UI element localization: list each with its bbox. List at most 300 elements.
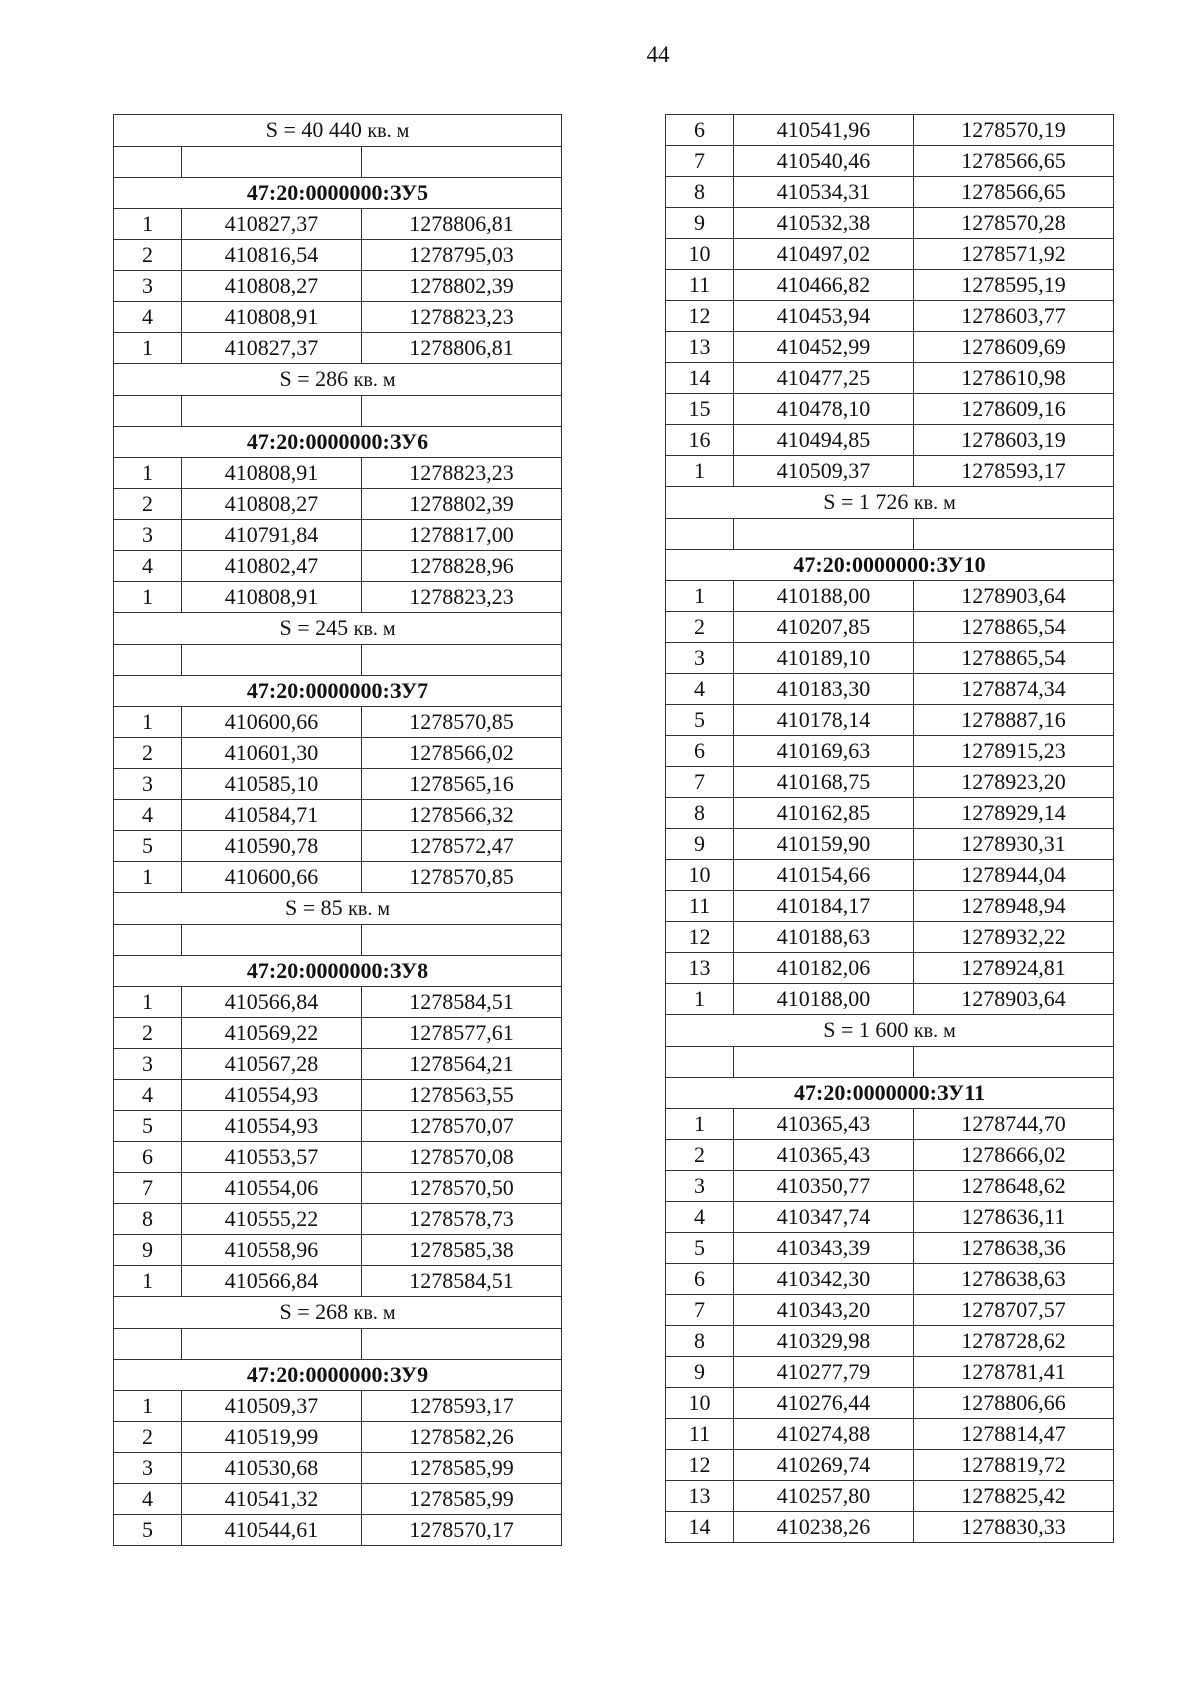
table-row xyxy=(114,302,562,333)
empty-cell xyxy=(114,147,182,178)
y-coordinate-cell: 1278636,11 xyxy=(914,1202,1114,1233)
x-coordinate-cell: 410188,63 xyxy=(734,922,914,953)
area-value: 1 726 xyxy=(858,489,909,514)
y-coordinate-cell: 1278781,41 xyxy=(914,1357,1114,1388)
x-coordinate-cell: 410365,43 xyxy=(734,1140,914,1171)
point-number-cell: 6 xyxy=(666,115,734,146)
area-cell: S = 245 кв. м xyxy=(114,613,562,645)
table-row xyxy=(114,800,562,831)
x-coordinate-cell: 410808,91 xyxy=(182,302,362,333)
table-row xyxy=(666,581,1114,612)
area-cell: S = 85 кв. м xyxy=(114,893,562,925)
table-row xyxy=(666,984,1114,1015)
y-coordinate-cell: 1278823,23 xyxy=(362,302,562,333)
point-number-cell: 15 xyxy=(666,394,734,425)
table-row xyxy=(666,922,1114,953)
y-coordinate-cell: 1278578,73 xyxy=(362,1204,562,1235)
point-number-cell: 5 xyxy=(114,1515,182,1546)
table-row xyxy=(114,582,562,613)
y-coordinate-cell: 1278609,16 xyxy=(914,394,1114,425)
y-coordinate-cell: 1278585,99 xyxy=(362,1484,562,1515)
y-coordinate-cell: 1278593,17 xyxy=(914,456,1114,487)
point-number-cell: 2 xyxy=(114,738,182,769)
table-row xyxy=(666,177,1114,208)
y-coordinate-cell: 1278874,34 xyxy=(914,674,1114,705)
y-coordinate-cell: 1278585,99 xyxy=(362,1453,562,1484)
empty-cell xyxy=(666,519,734,550)
y-coordinate-cell: 1278806,81 xyxy=(362,209,562,240)
point-number-cell: 9 xyxy=(666,829,734,860)
y-coordinate-cell: 1278570,85 xyxy=(362,862,562,893)
y-coordinate-cell: 1278944,04 xyxy=(914,860,1114,891)
point-number-cell: 11 xyxy=(666,270,734,301)
empty-cell xyxy=(114,1329,182,1360)
x-coordinate-cell: 410477,25 xyxy=(734,363,914,394)
point-number-cell: 10 xyxy=(666,239,734,270)
x-coordinate-cell: 410555,22 xyxy=(182,1204,362,1235)
point-number-cell: 2 xyxy=(114,489,182,520)
table-row xyxy=(666,1171,1114,1202)
point-number-cell: 1 xyxy=(114,582,182,613)
area-unit: кв. м xyxy=(353,618,396,640)
table-row xyxy=(666,829,1114,860)
y-coordinate-cell: 1278707,57 xyxy=(914,1295,1114,1326)
point-number-cell: 10 xyxy=(666,860,734,891)
x-coordinate-cell: 410532,38 xyxy=(734,208,914,239)
x-coordinate-cell: 410189,10 xyxy=(734,643,914,674)
point-number-cell: 7 xyxy=(114,1173,182,1204)
table-row xyxy=(666,860,1114,891)
point-number-cell: 6 xyxy=(666,736,734,767)
y-coordinate-cell: 1278819,72 xyxy=(914,1450,1114,1481)
table-row xyxy=(666,1450,1114,1481)
x-coordinate-cell: 410178,14 xyxy=(734,705,914,736)
x-coordinate-cell: 410277,79 xyxy=(734,1357,914,1388)
x-coordinate-cell: 410808,91 xyxy=(182,458,362,489)
point-number-cell: 3 xyxy=(114,1049,182,1080)
y-coordinate-cell: 1278582,26 xyxy=(362,1422,562,1453)
x-coordinate-cell: 410188,00 xyxy=(734,984,914,1015)
x-coordinate-cell: 410182,06 xyxy=(734,953,914,984)
blank-row xyxy=(114,147,562,178)
table-row xyxy=(666,1388,1114,1419)
x-coordinate-cell: 410553,57 xyxy=(182,1142,362,1173)
point-number-cell: 5 xyxy=(666,1233,734,1264)
point-number-cell: 8 xyxy=(114,1204,182,1235)
y-coordinate-cell: 1278802,39 xyxy=(362,489,562,520)
table-row xyxy=(114,738,562,769)
y-coordinate-cell: 1278923,20 xyxy=(914,767,1114,798)
point-number-cell: 4 xyxy=(114,1080,182,1111)
header-row xyxy=(114,178,562,209)
header-row xyxy=(114,427,562,458)
y-coordinate-cell: 1278609,69 xyxy=(914,332,1114,363)
y-coordinate-cell: 1278565,16 xyxy=(362,769,562,800)
x-coordinate-cell: 410600,66 xyxy=(182,862,362,893)
x-coordinate-cell: 410519,99 xyxy=(182,1422,362,1453)
point-number-cell: 3 xyxy=(114,271,182,302)
area-row xyxy=(114,115,562,147)
y-coordinate-cell: 1278744,70 xyxy=(914,1109,1114,1140)
x-coordinate-cell: 410207,85 xyxy=(734,612,914,643)
x-coordinate-cell: 410584,71 xyxy=(182,800,362,831)
empty-cell xyxy=(114,925,182,956)
point-number-cell: 4 xyxy=(114,1484,182,1515)
x-coordinate-cell: 410343,20 xyxy=(734,1295,914,1326)
x-coordinate-cell: 410802,47 xyxy=(182,551,362,582)
y-coordinate-cell: 1278603,19 xyxy=(914,425,1114,456)
x-coordinate-cell: 410567,28 xyxy=(182,1049,362,1080)
point-number-cell: 2 xyxy=(114,1422,182,1453)
table-row xyxy=(114,862,562,893)
table-row xyxy=(114,1204,562,1235)
y-coordinate-cell: 1278932,22 xyxy=(914,922,1114,953)
empty-cell xyxy=(182,925,362,956)
table-row xyxy=(666,1295,1114,1326)
table-row xyxy=(666,1512,1114,1543)
point-number-cell: 8 xyxy=(666,1326,734,1357)
area-row xyxy=(114,893,562,925)
area-value: 40 440 xyxy=(301,117,362,142)
blank-row xyxy=(114,925,562,956)
x-coordinate-cell: 410494,85 xyxy=(734,425,914,456)
area-value: 286 xyxy=(315,366,349,391)
x-coordinate-cell: 410558,96 xyxy=(182,1235,362,1266)
y-coordinate-cell: 1278566,65 xyxy=(914,146,1114,177)
y-coordinate-cell: 1278566,32 xyxy=(362,800,562,831)
y-coordinate-cell: 1278924,81 xyxy=(914,953,1114,984)
area-value: 268 xyxy=(315,1299,349,1324)
y-coordinate-cell: 1278570,85 xyxy=(362,707,562,738)
x-coordinate-cell: 410816,54 xyxy=(182,240,362,271)
y-coordinate-cell: 1278570,07 xyxy=(362,1111,562,1142)
area-unit: кв. м xyxy=(913,492,956,514)
point-number-cell: 1 xyxy=(666,456,734,487)
area-unit: кв. м xyxy=(353,369,396,391)
table-row xyxy=(114,1173,562,1204)
x-coordinate-cell: 410466,82 xyxy=(734,270,914,301)
empty-cell xyxy=(362,645,562,676)
x-coordinate-cell: 410544,61 xyxy=(182,1515,362,1546)
blank-row xyxy=(114,645,562,676)
point-number-cell: 3 xyxy=(666,1171,734,1202)
point-number-cell: 9 xyxy=(666,1357,734,1388)
x-coordinate-cell: 410478,10 xyxy=(734,394,914,425)
x-coordinate-cell: 410162,85 xyxy=(734,798,914,829)
y-coordinate-cell: 1278610,98 xyxy=(914,363,1114,394)
point-number-cell: 3 xyxy=(114,520,182,551)
table-row xyxy=(666,425,1114,456)
area-value: 85 xyxy=(320,895,343,920)
point-number-cell: 1 xyxy=(114,333,182,364)
area-cell: S = 1 726 кв. м xyxy=(666,487,1114,519)
point-number-cell: 3 xyxy=(666,643,734,674)
table-row xyxy=(114,1235,562,1266)
table-row xyxy=(114,1453,562,1484)
table-row xyxy=(666,239,1114,270)
table-row xyxy=(114,1422,562,1453)
x-coordinate-cell: 410827,37 xyxy=(182,333,362,364)
point-number-cell: 4 xyxy=(114,302,182,333)
parcel-id-header: 47:20:0000000:ЗУ6 xyxy=(114,427,562,458)
table-row xyxy=(666,643,1114,674)
x-coordinate-cell: 410554,06 xyxy=(182,1173,362,1204)
point-number-cell: 3 xyxy=(114,769,182,800)
header-row xyxy=(114,1360,562,1391)
area-unit: кв. м xyxy=(913,1020,956,1042)
blank-row xyxy=(114,1329,562,1360)
y-coordinate-cell: 1278577,61 xyxy=(362,1018,562,1049)
area-row xyxy=(666,487,1114,519)
point-number-cell: 1 xyxy=(114,987,182,1018)
y-coordinate-cell: 1278915,23 xyxy=(914,736,1114,767)
area-unit: кв. м xyxy=(353,1302,396,1324)
point-number-cell: 12 xyxy=(666,301,734,332)
y-coordinate-cell: 1278570,19 xyxy=(914,115,1114,146)
y-coordinate-cell: 1278830,33 xyxy=(914,1512,1114,1543)
point-number-cell: 2 xyxy=(114,1018,182,1049)
x-coordinate-cell: 410585,10 xyxy=(182,769,362,800)
empty-cell xyxy=(666,1047,734,1078)
x-coordinate-cell: 410329,98 xyxy=(734,1326,914,1357)
y-coordinate-cell: 1278566,02 xyxy=(362,738,562,769)
table-row xyxy=(666,394,1114,425)
table-row xyxy=(666,705,1114,736)
table-row xyxy=(114,1515,562,1546)
x-coordinate-cell: 410269,74 xyxy=(734,1450,914,1481)
x-coordinate-cell: 410791,84 xyxy=(182,520,362,551)
point-number-cell: 1 xyxy=(114,1391,182,1422)
table-row xyxy=(666,953,1114,984)
table-row xyxy=(666,1140,1114,1171)
point-number-cell: 13 xyxy=(666,953,734,984)
y-coordinate-cell: 1278585,38 xyxy=(362,1235,562,1266)
x-coordinate-cell: 410183,30 xyxy=(734,674,914,705)
empty-cell xyxy=(362,396,562,427)
point-number-cell: 2 xyxy=(666,612,734,643)
y-coordinate-cell: 1278571,92 xyxy=(914,239,1114,270)
coordinates-table-left xyxy=(113,114,562,1546)
x-coordinate-cell: 410350,77 xyxy=(734,1171,914,1202)
table-row xyxy=(114,240,562,271)
x-coordinate-cell: 410827,37 xyxy=(182,209,362,240)
x-coordinate-cell: 410169,63 xyxy=(734,736,914,767)
header-row xyxy=(114,676,562,707)
x-coordinate-cell: 410238,26 xyxy=(734,1512,914,1543)
point-number-cell: 14 xyxy=(666,363,734,394)
point-number-cell: 9 xyxy=(666,208,734,239)
point-number-cell: 11 xyxy=(666,891,734,922)
table-row xyxy=(666,1326,1114,1357)
blank-row xyxy=(666,519,1114,550)
x-coordinate-cell: 410159,90 xyxy=(734,829,914,860)
empty-cell xyxy=(914,1047,1114,1078)
y-coordinate-cell: 1278930,31 xyxy=(914,829,1114,860)
y-coordinate-cell: 1278828,96 xyxy=(362,551,562,582)
table-row xyxy=(114,1018,562,1049)
table-row xyxy=(114,520,562,551)
table-row xyxy=(666,1481,1114,1512)
table-row xyxy=(114,987,562,1018)
parcel-id-header: 47:20:0000000:ЗУ8 xyxy=(114,956,562,987)
x-coordinate-cell: 410453,94 xyxy=(734,301,914,332)
table-row xyxy=(114,271,562,302)
point-number-cell: 6 xyxy=(666,1264,734,1295)
empty-cell xyxy=(734,519,914,550)
y-coordinate-cell: 1278570,28 xyxy=(914,208,1114,239)
blank-row xyxy=(666,1047,1114,1078)
header-row xyxy=(114,956,562,987)
table-row xyxy=(666,1357,1114,1388)
x-coordinate-cell: 410452,99 xyxy=(734,332,914,363)
area-value: 1 600 xyxy=(858,1017,909,1042)
y-coordinate-cell: 1278806,81 xyxy=(362,333,562,364)
x-coordinate-cell: 410601,30 xyxy=(182,738,362,769)
coordinates-table-right xyxy=(665,114,1114,1543)
point-number-cell: 1 xyxy=(114,707,182,738)
y-coordinate-cell: 1278595,19 xyxy=(914,270,1114,301)
x-coordinate-cell: 410347,74 xyxy=(734,1202,914,1233)
table-row xyxy=(666,301,1114,332)
point-number-cell: 10 xyxy=(666,1388,734,1419)
x-coordinate-cell: 410569,22 xyxy=(182,1018,362,1049)
x-coordinate-cell: 410540,46 xyxy=(734,146,914,177)
y-coordinate-cell: 1278638,63 xyxy=(914,1264,1114,1295)
x-coordinate-cell: 410257,80 xyxy=(734,1481,914,1512)
x-coordinate-cell: 410541,32 xyxy=(182,1484,362,1515)
table-row xyxy=(114,333,562,364)
point-number-cell: 5 xyxy=(666,705,734,736)
point-number-cell: 1 xyxy=(114,1266,182,1297)
x-coordinate-cell: 410509,37 xyxy=(734,456,914,487)
x-coordinate-cell: 410808,27 xyxy=(182,271,362,302)
table-row xyxy=(666,270,1114,301)
x-coordinate-cell: 410168,75 xyxy=(734,767,914,798)
table-row xyxy=(666,891,1114,922)
x-coordinate-cell: 410534,31 xyxy=(734,177,914,208)
y-coordinate-cell: 1278584,51 xyxy=(362,987,562,1018)
x-coordinate-cell: 410276,44 xyxy=(734,1388,914,1419)
area-cell: S = 1 600 кв. м xyxy=(666,1015,1114,1047)
x-coordinate-cell: 410530,68 xyxy=(182,1453,362,1484)
area-value: 245 xyxy=(315,615,349,640)
area-cell: S = 286 кв. м xyxy=(114,364,562,396)
x-coordinate-cell: 410154,66 xyxy=(734,860,914,891)
table-row xyxy=(114,1080,562,1111)
point-number-cell: 11 xyxy=(666,1419,734,1450)
y-coordinate-cell: 1278570,17 xyxy=(362,1515,562,1546)
area-row xyxy=(666,1015,1114,1047)
y-coordinate-cell: 1278584,51 xyxy=(362,1266,562,1297)
point-number-cell: 4 xyxy=(666,1202,734,1233)
y-coordinate-cell: 1278823,23 xyxy=(362,582,562,613)
point-number-cell: 1 xyxy=(666,1109,734,1140)
table-row xyxy=(114,1391,562,1422)
y-coordinate-cell: 1278887,16 xyxy=(914,705,1114,736)
point-number-cell: 7 xyxy=(666,146,734,177)
table-row xyxy=(666,1202,1114,1233)
point-number-cell: 8 xyxy=(666,798,734,829)
empty-cell xyxy=(734,1047,914,1078)
x-coordinate-cell: 410808,27 xyxy=(182,489,362,520)
x-coordinate-cell: 410554,93 xyxy=(182,1080,362,1111)
y-coordinate-cell: 1278948,94 xyxy=(914,891,1114,922)
y-coordinate-cell: 1278903,64 xyxy=(914,984,1114,1015)
point-number-cell: 2 xyxy=(114,240,182,271)
empty-cell xyxy=(362,147,562,178)
area-unit: кв. м xyxy=(367,120,410,142)
point-number-cell: 12 xyxy=(666,922,734,953)
y-coordinate-cell: 1278802,39 xyxy=(362,271,562,302)
x-coordinate-cell: 410566,84 xyxy=(182,987,362,1018)
point-number-cell: 1 xyxy=(114,862,182,893)
x-coordinate-cell: 410497,02 xyxy=(734,239,914,270)
table-row xyxy=(666,146,1114,177)
y-coordinate-cell: 1278563,55 xyxy=(362,1080,562,1111)
x-coordinate-cell: 410600,66 xyxy=(182,707,362,738)
area-cell: S = 40 440 кв. м xyxy=(114,115,562,147)
y-coordinate-cell: 1278564,21 xyxy=(362,1049,562,1080)
table-row xyxy=(666,456,1114,487)
header-row xyxy=(666,550,1114,581)
point-number-cell: 13 xyxy=(666,1481,734,1512)
table-row xyxy=(666,1264,1114,1295)
y-coordinate-cell: 1278806,66 xyxy=(914,1388,1114,1419)
x-coordinate-cell: 410365,43 xyxy=(734,1109,914,1140)
empty-cell xyxy=(914,519,1114,550)
x-coordinate-cell: 410541,96 xyxy=(734,115,914,146)
y-coordinate-cell: 1278666,02 xyxy=(914,1140,1114,1171)
parcel-id-header: 47:20:0000000:ЗУ9 xyxy=(114,1360,562,1391)
table-row xyxy=(114,769,562,800)
table-row xyxy=(666,674,1114,705)
y-coordinate-cell: 1278572,47 xyxy=(362,831,562,862)
x-coordinate-cell: 410184,17 xyxy=(734,891,914,922)
table-row xyxy=(666,736,1114,767)
x-coordinate-cell: 410342,30 xyxy=(734,1264,914,1295)
y-coordinate-cell: 1278865,54 xyxy=(914,643,1114,674)
point-number-cell: 14 xyxy=(666,1512,734,1543)
y-coordinate-cell: 1278825,42 xyxy=(914,1481,1114,1512)
point-number-cell: 6 xyxy=(114,1142,182,1173)
header-row xyxy=(666,1078,1114,1109)
y-coordinate-cell: 1278903,64 xyxy=(914,581,1114,612)
point-number-cell: 1 xyxy=(114,209,182,240)
table-row xyxy=(666,1109,1114,1140)
y-coordinate-cell: 1278593,17 xyxy=(362,1391,562,1422)
y-coordinate-cell: 1278817,00 xyxy=(362,520,562,551)
empty-cell xyxy=(114,645,182,676)
table-row xyxy=(666,612,1114,643)
y-coordinate-cell: 1278929,14 xyxy=(914,798,1114,829)
y-coordinate-cell: 1278795,03 xyxy=(362,240,562,271)
table-row xyxy=(666,798,1114,829)
x-coordinate-cell: 410590,78 xyxy=(182,831,362,862)
table-row xyxy=(114,831,562,862)
empty-cell xyxy=(362,1329,562,1360)
point-number-cell: 3 xyxy=(114,1453,182,1484)
point-number-cell: 1 xyxy=(666,984,734,1015)
empty-cell xyxy=(114,396,182,427)
y-coordinate-cell: 1278823,23 xyxy=(362,458,562,489)
point-number-cell: 7 xyxy=(666,767,734,798)
y-coordinate-cell: 1278570,08 xyxy=(362,1142,562,1173)
x-coordinate-cell: 410509,37 xyxy=(182,1391,362,1422)
y-coordinate-cell: 1278865,54 xyxy=(914,612,1114,643)
point-number-cell: 7 xyxy=(666,1295,734,1326)
x-coordinate-cell: 410274,88 xyxy=(734,1419,914,1450)
point-number-cell: 9 xyxy=(114,1235,182,1266)
